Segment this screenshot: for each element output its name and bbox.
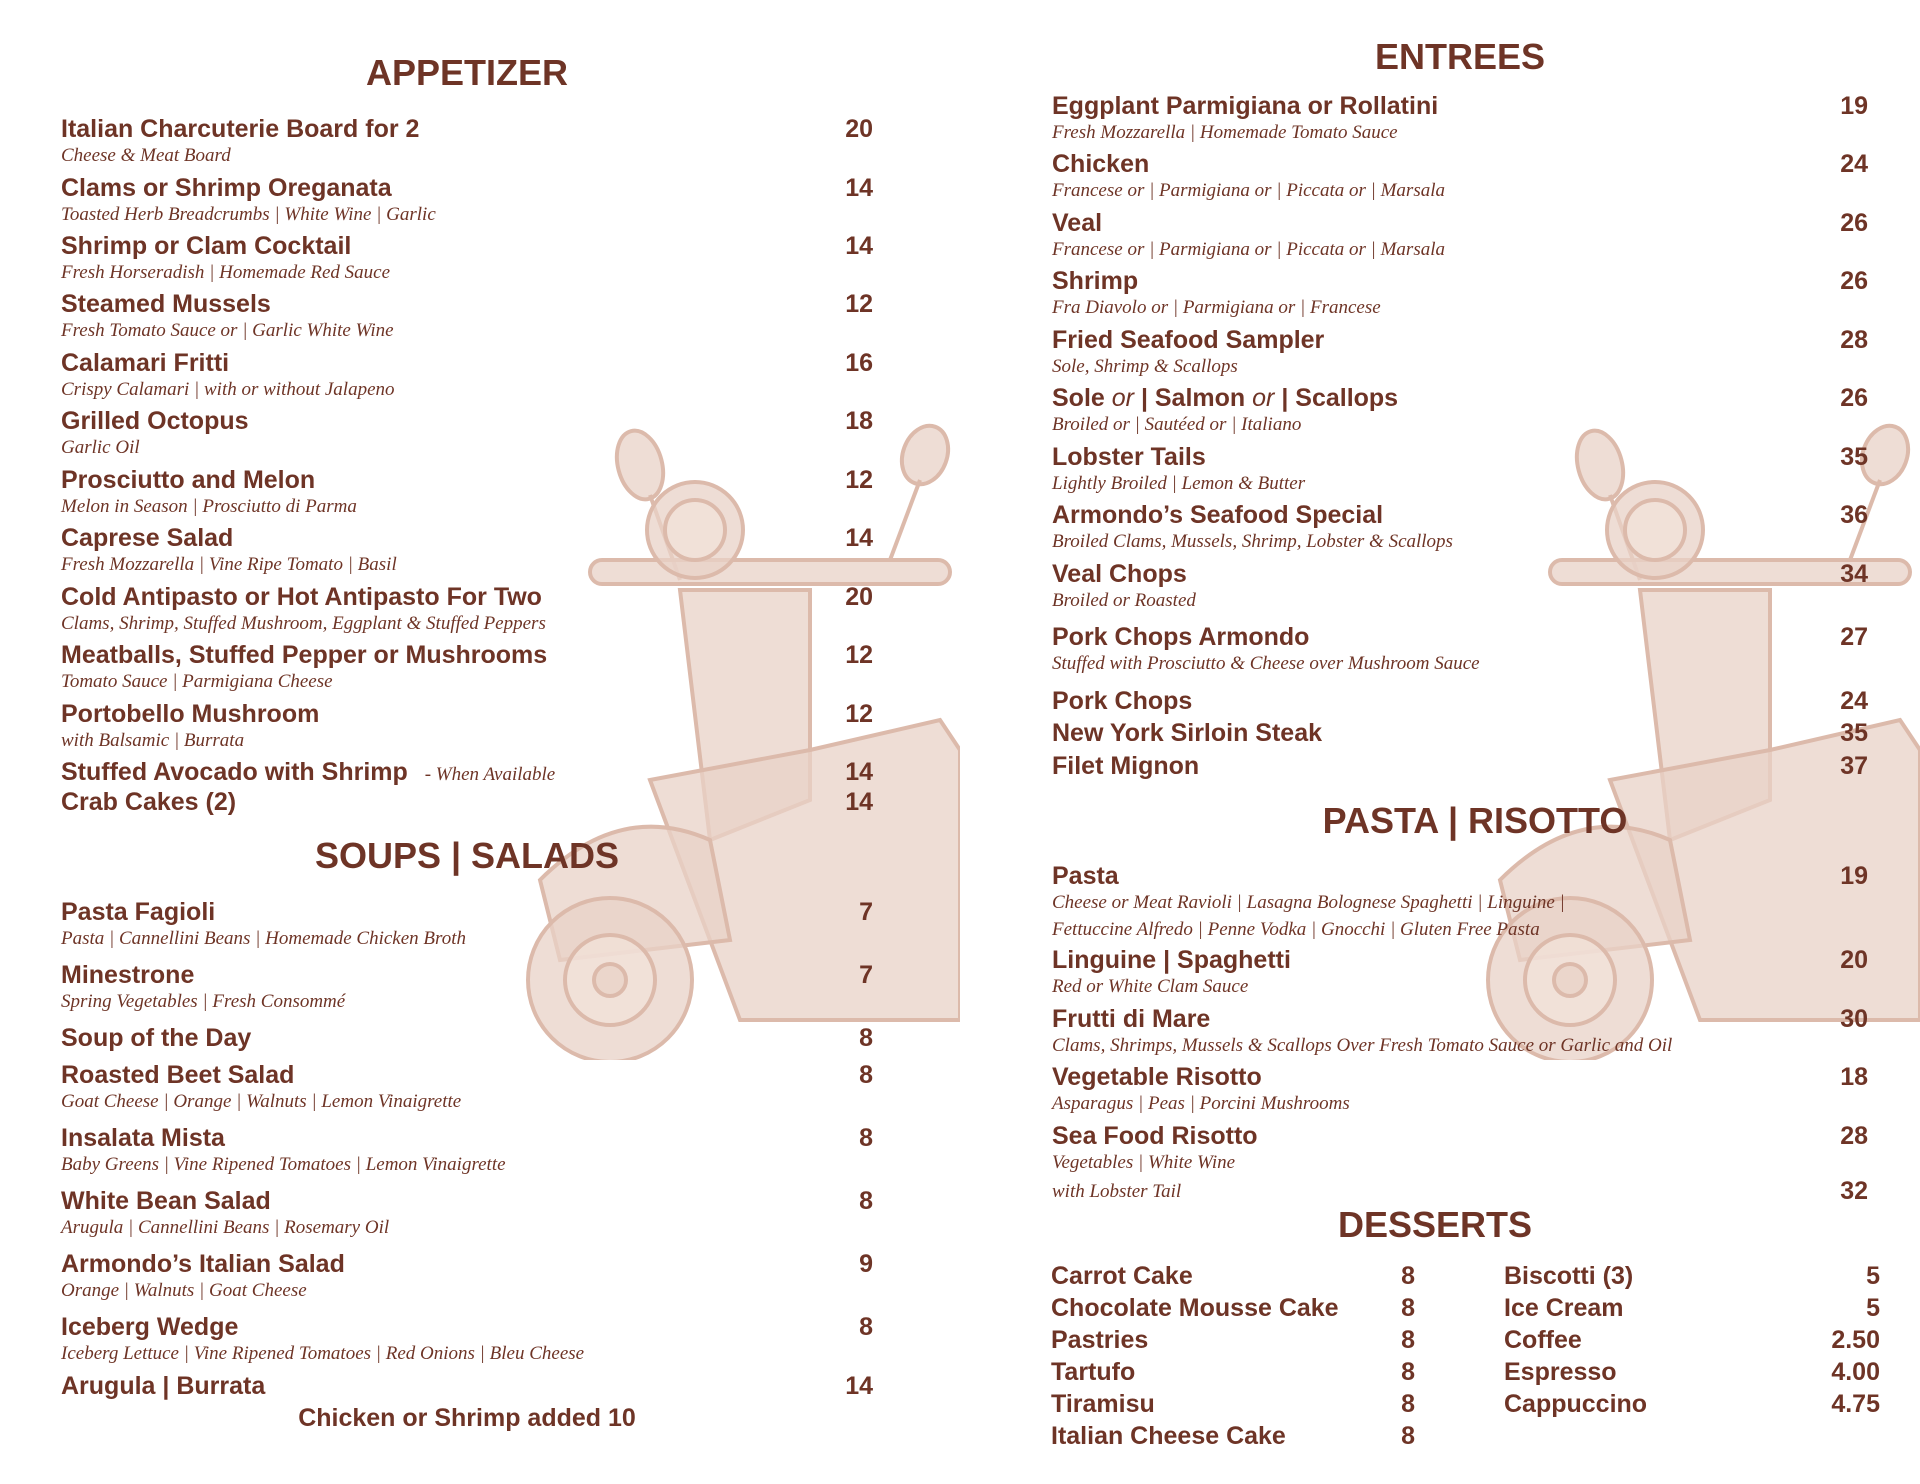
item-price: 26 [1840,209,1868,237]
item-name: Insalata Mista [61,1124,225,1152]
item-name: Shrimp or Clam Cocktail [61,232,352,260]
item-name: Pasta [1052,862,1119,890]
menu-item [1052,560,1868,613]
menu-item [61,1124,873,1177]
menu-item [61,290,873,343]
item-desc: Stuffed with Prosciutto & Cheese over Mushroom Sauce [1052,653,1480,674]
item-price: 8 [859,1124,873,1152]
menu-item [61,115,873,168]
item-desc: Fresh Tomato Sauce or | Garlic White Wine [61,320,394,341]
menu-item [61,758,873,789]
list-item: Italian Cheese Cake 8 [1051,1422,1415,1450]
item-price: 20 [845,583,873,611]
menu-item [61,1372,873,1401]
item-price: 7 [859,898,873,926]
item-name: Pork Chops Armondo [1052,623,1310,651]
item-name: Grilled Octopus [61,407,249,435]
desserts-heading: DESSERTS [1337,1204,1533,1245]
item-desc: Lightly Broiled | Lemon & Butter [1052,473,1306,494]
menu-item [1052,719,1868,748]
menu-item [1052,862,1868,942]
item-desc: Tomato Sauce | Parmigiana Cheese [61,671,333,692]
item-name: Armondo’s Italian Salad [61,1250,345,1278]
item-price: 7 [859,961,873,989]
addon-note: Chicken or Shrimp added 10 [298,1404,636,1432]
menu-item [61,174,873,227]
menu-item [61,583,873,636]
menu-item [61,466,873,519]
item-price: 14 [845,1372,873,1400]
list-item: Tartufo 8 [1051,1358,1415,1386]
item-name: Veal Chops [1052,560,1187,588]
list-item: Coffee 2.50 [1504,1326,1880,1354]
menu-item [61,1313,873,1366]
appetizer-heading: APPETIZER [365,52,569,93]
item-desc: Cheese & Meat Board [61,145,231,166]
item-desc: Iceberg Lettuce | Vine Ripened Tomatoes | Red Onions | Bleu Cheese [61,1343,585,1364]
item-desc: Toasted Herb Breadcrumbs | White Wine | Garlic [61,204,436,225]
menu-item [1052,326,1868,379]
menu-item [61,407,873,460]
item-price: 18 [845,407,873,435]
menu-item [1052,501,1868,554]
item-name: Stuffed Avocado with Shrimp [61,758,408,786]
item-desc: Broiled or | Sautéed or | Italiano [1052,414,1302,435]
item-name: Cold Antipasto or Hot Antipasto For Two [61,583,542,611]
item-desc: Fresh Mozzarella | Homemade Tomato Sauce [1052,122,1398,143]
item-name: Calamari Fritti [61,349,230,377]
item-desc: Clams, Shrimps, Mussels & Scallops Over Fresh Tomato Sauce or Garlic and Oil [1052,1035,1673,1056]
item-name: Minestrone [61,961,195,989]
menu-item [61,700,873,753]
item-price: 26 [1840,384,1868,412]
item-price: 30 [1840,1005,1868,1033]
menu-item [1052,752,1868,781]
item-name: Filet Mignon [1052,752,1200,780]
item-price: 19 [1840,862,1868,890]
list-item: Cappuccino 4.75 [1504,1390,1880,1418]
menu-item [61,1250,873,1303]
item-price: 8 [859,1061,873,1089]
item-price: 35 [1840,719,1868,747]
item-price: 26 [1840,267,1868,295]
item-name: Sea Food Risotto [1052,1122,1258,1150]
item-name: Linguine | Spaghetti [1052,946,1291,974]
item-price: 8 [859,1024,873,1052]
menu-item [1052,1177,1868,1206]
item-desc: Garlic Oil [61,437,140,458]
menu-item [1052,1063,1868,1116]
item-name: Steamed Mussels [61,290,271,318]
menu-item [61,232,873,285]
item-name: Roasted Beet Salad [61,1061,295,1089]
item-price: 32 [1840,1177,1868,1205]
item-price: 19 [1840,92,1868,120]
item-price: 16 [845,349,873,377]
item-desc: Sole, Shrimp & Scallops [1052,356,1238,377]
item-price: 14 [845,758,873,786]
item-price: 18 [1840,1063,1868,1091]
item-name: Prosciutto and Melon [61,466,316,494]
item-name: Iceberg Wedge [61,1313,239,1341]
item-name: New York Sirloin Steak [1052,719,1323,747]
item-price: 28 [1840,326,1868,354]
menu-item [61,1024,873,1053]
soups-salads-heading: SOUPS | SALADS [314,835,620,876]
list-item: Carrot Cake 8 [1051,1262,1415,1290]
item-price: 14 [845,788,873,816]
item-desc: Orange | Walnuts | Goat Cheese [61,1280,307,1301]
item-price: 24 [1840,687,1868,715]
menu-item [61,898,873,951]
menu-item [61,641,873,694]
item-price: 20 [845,115,873,143]
item-desc: Clams, Shrimp, Stuffed Mushroom, Eggplant & Stuffed Peppers [61,613,546,634]
menu-item [61,349,873,402]
item-price: 24 [1840,150,1868,178]
entrees-heading: ENTREES [1374,36,1546,77]
item-desc: Goat Cheese | Orange | Walnuts | Lemon Vinaigrette [61,1091,462,1112]
item-name: Vegetable Risotto [1052,1063,1262,1091]
menu-item [1052,150,1868,203]
menu-item [1052,384,1868,437]
item-desc: Cheese or Meat Ravioli | Lasagna Bolognese Spaghetti | Linguine | [1052,892,1565,913]
item-price: 12 [845,466,873,494]
item-price: 9 [859,1250,873,1278]
item-desc: Arugula | Cannellini Beans | Rosemary Oil [61,1217,390,1238]
menu-item [1052,946,1868,999]
menu-item [1052,623,1868,676]
item-desc: with Balsamic | Burrata [61,730,245,751]
item-name: Shrimp [1052,267,1139,295]
item-desc: Red or White Clam Sauce [1052,976,1249,997]
item-name: Italian Charcuterie Board for 2 [61,115,420,143]
desserts-right-list [1504,1262,1880,1422]
item-name: Caprese Salad [61,524,234,552]
item-name: Sole or | Salmon or | Scallops [1052,384,1399,412]
item-price: 14 [845,524,873,552]
item-desc: with Lobster Tail [1052,1181,1182,1202]
item-price: 8 [859,1187,873,1215]
list-item: Tiramisu 8 [1051,1390,1415,1418]
item-price: 14 [845,174,873,202]
item-desc: Fra Diavolo or | Parmigiana or | Francese [1052,297,1381,318]
item-price: 12 [845,290,873,318]
item-price: 12 [845,641,873,669]
item-name: Pasta Fagioli [61,898,216,926]
menu-item [61,961,873,1014]
item-desc: Spring Vegetables | Fresh Consommé [61,991,346,1012]
list-item: Biscotti (3) 5 [1504,1262,1880,1290]
item-name: Arugula | Burrata [61,1372,266,1400]
menu-item [1052,209,1868,262]
item-price: 20 [1840,946,1868,974]
item-desc: Francese or | Parmigiana or | Piccata or | Marsala [1052,180,1445,201]
list-item: Chocolate Mousse Cake 8 [1051,1294,1415,1322]
list-item: Ice Cream 5 [1504,1294,1880,1322]
item-price: 37 [1840,752,1868,780]
menu-item [1052,267,1868,320]
item-name: Crab Cakes (2) [61,788,237,816]
item-name: Veal [1052,209,1103,237]
item-name: Fried Seafood Sampler [1052,326,1325,354]
pasta-risotto-heading: PASTA | RISOTTO [1322,800,1628,841]
item-desc: Fresh Mozzarella | Vine Ripe Tomato | Basil [61,554,397,575]
item-desc: Crispy Calamari | with or without Jalapeno [61,379,395,400]
list-item: Pastries 8 [1051,1326,1415,1354]
item-desc: Vegetables | White Wine [1052,1152,1236,1173]
desserts-left-list [1051,1262,1415,1454]
item-name: Soup of the Day [61,1024,252,1052]
item-name: Frutti di Mare [1052,1005,1211,1033]
menu-item [1052,443,1868,496]
item-name: Pork Chops [1052,687,1193,715]
item-note: - When Available [424,764,556,785]
menu-item [61,1061,873,1114]
menu-item [1052,687,1868,716]
item-name: Meatballs, Stuffed Pepper or Mushrooms [61,641,548,669]
item-name: Eggplant Parmigiana or Rollatini [1052,92,1439,120]
menu-item [61,524,873,577]
menu-item [61,788,873,817]
item-desc: Baby Greens | Vine Ripened Tomatoes | Lemon Vinaigrette [61,1154,506,1175]
item-name: Clams or Shrimp Oreganata [61,174,392,202]
item-desc: Fettuccine Alfredo | Penne Vodka | Gnocchi | Gluten Free Pasta [1052,919,1540,940]
item-price: 14 [845,232,873,260]
item-desc: Pasta | Cannellini Beans | Homemade Chicken Broth [61,928,466,949]
item-price: 8 [859,1313,873,1341]
item-name: Armondo’s Seafood Special [1052,501,1384,529]
item-name: Chicken [1052,150,1150,178]
item-desc: Broiled Clams, Mussels, Shrimp, Lobster & Scallops [1052,531,1453,552]
item-desc: Melon in Season | Prosciutto di Parma [61,496,357,517]
item-price: 35 [1840,443,1868,471]
item-desc: Francese or | Parmigiana or | Piccata or | Marsala [1052,239,1445,260]
item-price: 28 [1840,1122,1868,1150]
item-name: Portobello Mushroom [61,700,320,728]
menu-item [61,1187,873,1240]
item-desc: Fresh Horseradish | Homemade Red Sauce [61,262,391,283]
item-price: 34 [1840,560,1868,588]
item-name: White Bean Salad [61,1187,271,1215]
item-desc: Broiled or Roasted [1052,590,1196,611]
menu-item [1052,1005,1868,1058]
list-item: Espresso 4.00 [1504,1358,1880,1386]
item-price: 36 [1840,501,1868,529]
item-price: 12 [845,700,873,728]
item-name: Lobster Tails [1052,443,1206,471]
item-desc: Asparagus | Peas | Porcini Mushrooms [1052,1093,1350,1114]
menu-item [1052,1122,1868,1175]
item-price: 27 [1840,623,1868,651]
menu-item [1052,92,1868,145]
